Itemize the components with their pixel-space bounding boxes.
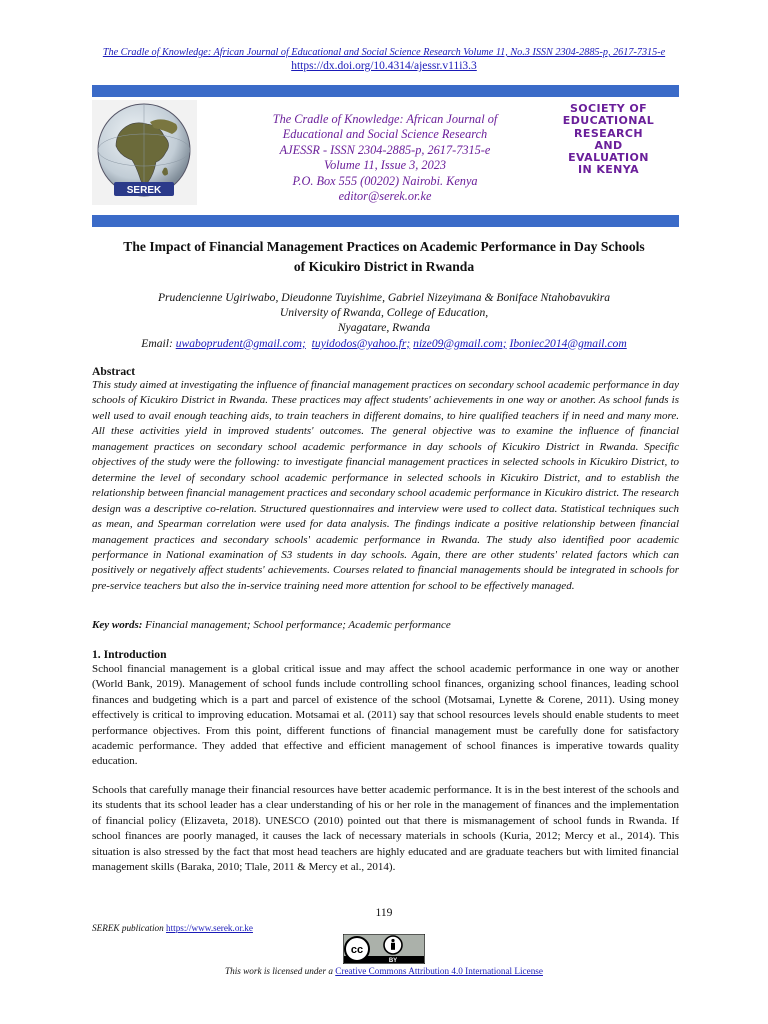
journal-line: P.O. Box 555 (00202) Nairobi. Kenya [292,173,478,188]
society-line: RESEARCH [574,126,643,140]
society-line: IN KENYA [578,163,639,177]
society-line: AND [594,138,623,152]
introduction-paragraph: Schools that carefully manage their financial resources have better academic performance. It is in the best interest of the schools and its students that its school leader has a clear understanding of his or her role in the management of finances and the implementation of financial policy (Elizaveta, 2018). UNESCO (2010) pointed out that there is mismanagement of school funds in Rwanda. If school finances are poorly managed, it causes the lack of necessary materials in schools (Kuria, 2012; Mercy et al., 2014). This situation is also stressed by the fact that most head teachers are highly educated and are graduate teachers but with limited financial management skills (Baraka, 2010; Tlale, 2011 & Mercy et al., 2014). [92,784,679,874]
email-link[interactable]: uwaboprudent@gmail.com; [175,336,306,350]
keywords-text: Financial management; School performance; Academic performance [142,619,451,631]
journal-line: AJESSR - ISSN 2304-2885-p, 2617-7315-e [279,142,491,157]
page-number: 119 [375,906,393,919]
society-name-block [551,103,666,177]
serek-globe-logo [92,100,197,205]
license-note [0,966,768,976]
author-block [0,290,768,351]
license-link[interactable]: Creative Commons Attribution 4.0 International License [335,966,543,976]
email-link[interactable]: Iboniec2014@gmail.com [509,336,627,350]
society-line: SOCIETY OF [569,102,648,115]
doi-link[interactable]: https://dx.doi.org/10.4314/ajessr.v11i3.3 [291,60,477,72]
journal-line: The Cradle of Knowledge: African Journal of [272,112,498,126]
header-bar-top [92,85,679,97]
email-link[interactable]: tuyidodos@yahoo.fr; [311,336,411,350]
keywords-line [92,618,679,633]
affiliation: University of Rwanda, College of Education, [279,306,489,320]
email-label: Email: [141,336,173,350]
cc-badge-text: cc [350,944,364,956]
society-line: EVALUATION [568,151,649,165]
abstract-heading: Abstract [92,365,136,378]
creative-commons-by-badge-icon[interactable] [343,934,425,964]
serek-label: SEREK publication [92,923,167,933]
serek-publication-note [92,923,253,933]
introduction-heading: 1. Introduction [92,648,167,661]
introduction-paragraph: School financial management is a global critical issue and may affect the school academic performance in one way or another (World Bank, 2019). Management of school funds include controlling school finances, organizing school finances, leading school finances and budgeting which is a part and parcel of existence of the school (Motsamai, Lynette & Corene, 2011). Using money effectively is critical to improving education. Motsamai et al. (2011) say that school resources levels should enable students to meet performance objectives. From this point, different functions of financial management must be carefully done for satisfactory academic performance. They added that effective and efficient management of school finances is imperative towards quality education. [92,663,679,768]
header-bar-bottom [92,215,679,227]
affiliation-location: Nyagatare, Rwanda [337,321,431,335]
journal-citation[interactable]: The Cradle of Knowledge: African Journal of Educational and Social Science Research Volume 11, No.3 ISSN 2304-2885-p, 2617-7315-e [102,47,666,58]
keywords-label: Key words: [92,619,143,631]
license-prefix: This work is licensed under a [225,966,336,976]
title-line: The Impact of Financial Management Practices on Academic Performance in Day Schools [123,239,645,254]
journal-line: Educational and Social Science Research [282,127,488,142]
email-line [0,336,768,351]
journal-info-block [255,112,515,204]
journal-email[interactable]: editor@serek.or.ke [338,189,432,204]
cc-by-text: BY [388,958,398,964]
journal-line: Volume 11, Issue 3, 2023 [323,158,447,173]
email-link[interactable]: nize09@gmail.com; [413,336,507,350]
paper-title [88,237,680,276]
abstract-body: This study aimed at investigating the influence of financial management practices on secondary school academic performance in day schools of Kicukiro District in Rwanda. These practices may affect students' achievements in one way or another. As school funds is well used to avail enough teaching aids, to train teachers in different domains, to hire qualified teachers if in need and many more. All these activities yield in improved students' outcomes. The general objective was to examine the influence of financial management practices on secondary school academic performance in day schools of Kicukiro District in Rwanda. Specific objectives of the study were the following: to investigate financial management practices in selected schools in Kicukiro District, to determine the level of secondary school academic performance in selected schools in Kicukiro District, and to establish the relationship between financial management practices and secondary school academic performance in Kicukiro district. The research design was a descriptive co-relation. Structured questionnaires and interview were used to collect data. Statistical techniques such as mean, and Spearman correlation were used for data analysis. The findings indicate a positive relationship between financial management practices and secondary schools' academic performance in Rwanda. The study also identified poor academic performance in National examination of S3 students in day schools. Again, there are other students' related factors which can positively or negatively affect students' achievements. Courses related to financial managements should be integrated in schools for pre-service teachers but also the in-service training need more attention for school to be effectively managed. [92,379,679,592]
logo-serek-label: SEREK [126,185,162,196]
serek-website-link[interactable]: https://www.serek.or.ke [166,923,253,933]
society-line: EDUCATIONAL [562,114,655,128]
author-names: Prudencienne Ugiriwabo, Dieudonne Tuyishime, Gabriel Nizeyimana & Boniface Ntahobavukira [157,291,611,304]
title-line: of Kicukiro District in Rwanda [293,258,475,274]
